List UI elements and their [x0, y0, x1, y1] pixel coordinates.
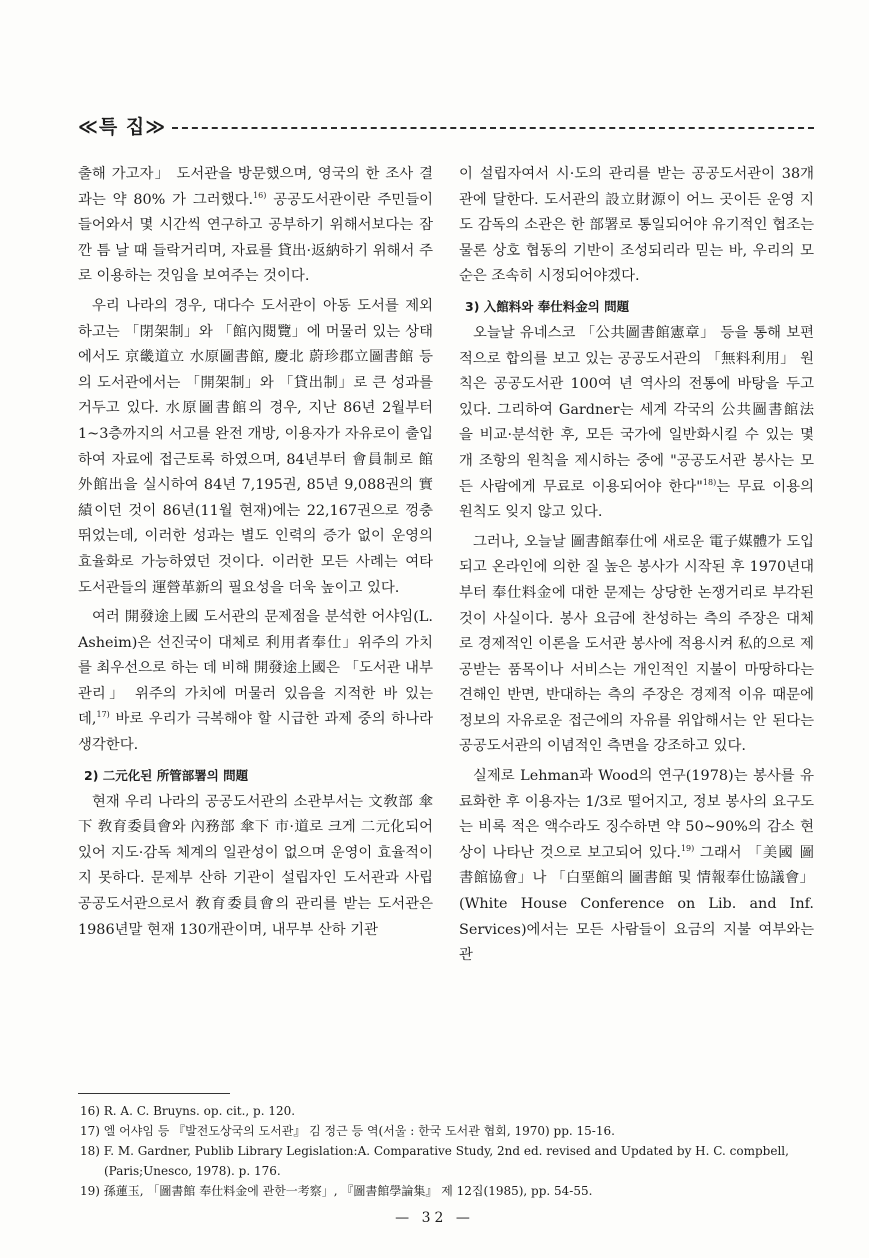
right-column — [459, 162, 814, 973]
footnote-18: 18) F. M. Gardner, Publib Library Legislation:A. Comparative Study, 2nd ed. revised and Updated by H. C. compbell, (Paris;Unesco, 1978). p. 176. — [80, 1144, 789, 1178]
footnote-17: 17) 엘 어샤임 등 『발전도상국의 도서관』 김 정근 등 역(서울 : 한국 도서관 협회, 1970) pp. 15-16. — [80, 1124, 615, 1138]
body-columns — [78, 162, 814, 964]
subheading-3: 3) 入館料와 奉仕料金의 問題 — [465, 298, 630, 314]
footnote-ref-18: 18) — [702, 477, 717, 487]
left-column — [78, 162, 433, 947]
section-label: ≪특 집≫ — [78, 115, 167, 138]
left-paragraph-4: 현재 우리 나라의 공공도서관의 소관부서는 文敎部 傘下 敎育委員會와 內務部 傘下 市·道로 크게 二元化되어 있어 지도·감독 체계의 일관성이 없으며 운영이 효율적이지 못하다. 문제부 산하 기관이 설립자인 도서관과 사립 공공도서관으로서 敎育委員會의 관리를 받는 도서관은 1986년말 현재 130개관이며, 내무부 산하 기관 — [78, 793, 433, 938]
footnote-19: 19) 孫蓮玉, 「圖書館 奉仕料金에 관한一考察」, 『圖書館學論集』 제 12집(1985), pp. 54-55. — [80, 1184, 593, 1198]
footnote-divider — [78, 1093, 230, 1094]
footnotes — [80, 1101, 816, 1201]
right-paragraph-1: 이 설립자여서 시·도의 관리를 받는 공공도서관이 38개관에 달한다. 도서관의 設立財源이 어느 곳이든 운영 지도 감독의 소관은 한 部署로 통일되어야 유기적인 협조는 물론 상호 협동의 기반이 조성되리라 믿는 바, 우리의 모순은 조속히 시정되어야겠다. — [459, 166, 814, 285]
footnote-ref-16: 16) — [253, 190, 267, 200]
footnote-ref-17: 17) — [96, 710, 110, 720]
right-paragraph-2: 오늘날 유네스코 「公共圖書館憲章」 등을 통해 보편적으로 합의를 보고 있는 공공도서관의 「無料利用」 원칙은 공공도서관 100여 년 역사의 전통에 바탕을 두고 있다. 그리하여 Gardner는 세계 각국의 公共圖書館法을 비교·분석한 후, 모든 국가에 일반화시킬 수 있는 몇 개 조항의 원칙을 제시하는 중에 "공공도서관 봉사는 모든 사람에게 무료로 이용되어야 한다"$^{18)}$는 무료 이용의 원칙도 잊지 않고 있다. — [459, 324, 814, 521]
page-number: — 32 — — [395, 1210, 474, 1226]
right-paragraph-3: 그러나, 오늘날 圖書館奉仕에 새로운 電子媒體가 도입되고 온라인에 의한 질 높은 봉사가 시작된 후 1970년대부터 奉仕料金에 대한 문제는 상당한 논쟁거리로 부각된 것이 사실이다. 봉사 요금에 찬성하는 측의 주장은 대체로 경제적인 이론을 도서관 봉사에 적용시켜 私的으로 제공받는 품목이나 서비스는 개인적인 지불이 마땅하다는 견해인 반면, 반대하는 측의 주장은 경제적 이유 때문에 정보의 자유로운 접근에의 자유를 위압해서는 안 된다는 공공도서관의 이념적인 측면을 강조하고 있다. — [459, 533, 814, 755]
left-paragraph-2: 우리 나라의 경우, 대다수 도서관이 아동 도서를 제외하고는 「閉架制」와 「館內閱覽」에 머물러 있는 상태에서도 京畿道立 水原圖書館, 慶北 蔚珍郡立圖書館 등의 도서관에서는 「開架制」와 「貸出制」로 큰 성과를 거두고 있다. 水原圖書館의 경우, 지난 86년 2월부터 1~3층까지의 서고를 완전 개방, 이용자가 자유로이 출입하여 자료에 접근토록 하였으며, 84년부터 會員制로 館外館出을 실시하여 84년 7,195권, 85년 9,088권의 實績이던 것이 86년(11월 현재)에는 22,167권으로 껑충 뛰었는데, 이러한 성과는 별도 인력의 증가 없이 운영의 효율화로 가능하였던 것이다. 이러한 모든 사례는 여타 도서관들의 運營革新의 필요성을 더욱 높이고 있다. — [78, 297, 433, 596]
right-paragraph-4: 실제로 Lehman과 Wood의 연구(1978)는 봉사를 유료화한 후 이용자는 1/3로 떨어지고, 정보 봉사의 요구도는 비록 적은 액수라도 징수하면 약 50~90%의 감소 현상이 나타난 것으로 보고되어 있다.$^{19)}$ 그래서 「美國 圖書館協會」나 「白堊館의 圖書館 및 情報奉仕協議會」(White House Conference on Lib. and Inf. Services)에서는 모든 사람들이 요금의 지불 여부와는 관 — [459, 768, 814, 964]
subheading-2: 2) 二元化된 所管部署의 問題 — [84, 767, 249, 783]
section-header — [78, 110, 814, 140]
footnote-16: 16) R. A. C. Bruyns. op. cit., p. 120. — [80, 1104, 296, 1118]
header-dashed-rule — [172, 127, 814, 129]
footnote-ref-19: 19) — [680, 844, 695, 854]
left-paragraph-3: 여러 開發途上國 도서관의 문제점을 분석한 어샤임(L. Asheim)은 선진국이 대체로 利用者奉仕」위주의 가치를 최우선으로 하는 데 비해 開發途上國은 「도서관 내부 관리」 위주의 가치에 머물러 있음을 지적한 바 있는데,$^{17)}$ 바로 우리가 극복해야 할 시급한 과제 중의 하나라 생각한다. — [78, 609, 433, 754]
left-paragraph-1: 출해 가고자」 도서관을 방문했으며, 영국의 한 조사 결과는 약 80% 가 그러했다.$^{16)}$ 공공도서관이란 주민들이 들어와서 몇 시간씩 연구하고 공부하기 위해서보다는 잠깐 틈 날 때 들락거리며, 자료를 貸出·返納하기 위해서 주로 이용하는 것임을 보여주는 것이다. — [78, 166, 433, 285]
